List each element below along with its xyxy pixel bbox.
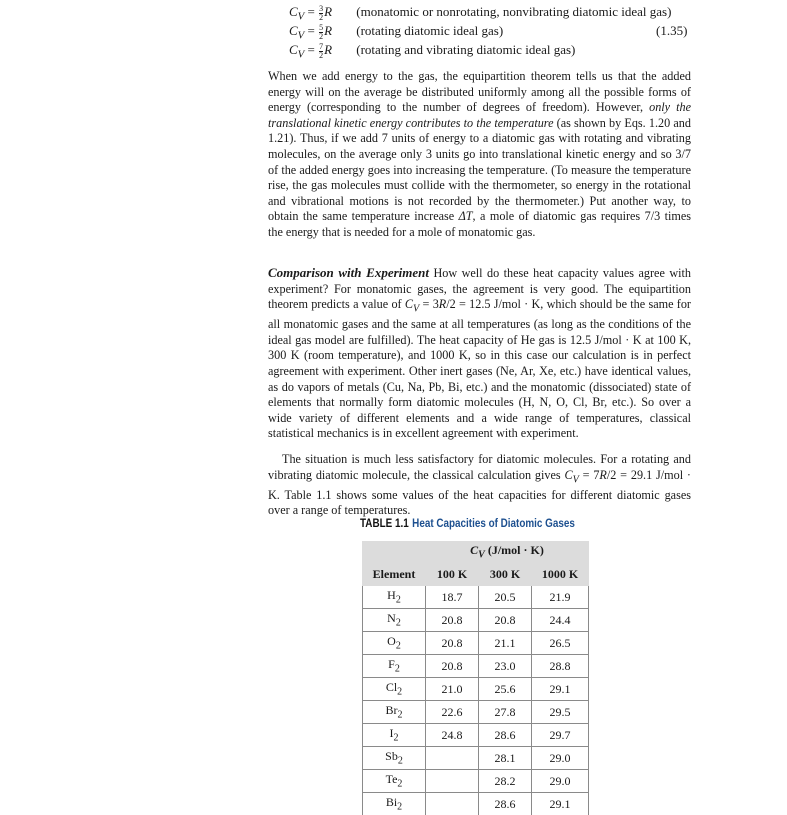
equation-lhs: $C_V$ = $\frac{7}{2}$ R — [289, 42, 353, 63]
equation-monatomic — [289, 4, 671, 25]
section-heading: Comparison with Experiment — [268, 265, 429, 280]
equation-lhs: $C_V$ = $\frac{3}{2}$ R — [289, 4, 353, 25]
value-cell: 22.6 — [426, 701, 479, 724]
table-row — [363, 586, 589, 609]
equation-description: (monatomic or nonrotating, nonvibrating diatomic ideal gas) — [356, 4, 671, 19]
column-header-1000k: 1000 K — [532, 563, 589, 586]
fraction: $\frac{5}{2}$ — [319, 24, 323, 41]
table-row — [363, 724, 589, 747]
value-cell: 29.1 — [532, 678, 589, 701]
element-cell: $Bi_2$ — [363, 793, 426, 815]
value-cell: 25.6 — [479, 678, 532, 701]
equation-vibrating — [289, 42, 575, 63]
value-cell: 23.0 — [479, 655, 532, 678]
value-cell: 29.7 — [532, 724, 589, 747]
header-blank — [363, 542, 426, 563]
element-cell: $O_2$ — [363, 632, 426, 655]
fraction: $\frac{3}{2}$ — [319, 5, 323, 22]
table-number: TABLE 1.1 — [360, 518, 409, 530]
column-header-100k: 100 K — [426, 563, 479, 586]
value-cell: 18.7 — [426, 586, 479, 609]
value-cell: 28.6 — [479, 793, 532, 815]
paragraph-diatomic: The situation is much less satisfactory for diatomic molecules. For a rotating and vibrating diatomic molecule, the classical calculation gives $C_V = 7R/2 = 29.1$ J/mol · K. Table 1.1 shows some values of the heat capacities for different diatomic gases over a range of temperatures. — [268, 452, 691, 519]
element-cell: $Sb_2$ — [363, 747, 426, 770]
value-cell: 26.5 — [532, 632, 589, 655]
table-row — [363, 632, 589, 655]
table-caption — [360, 518, 575, 530]
value-cell: 21.0 — [426, 678, 479, 701]
equation-description: (rotating diatomic ideal gas) — [356, 23, 503, 38]
column-header-element: Element — [363, 563, 426, 586]
value-cell: 20.8 — [426, 632, 479, 655]
value-cell: 29.0 — [532, 747, 589, 770]
table-row — [363, 747, 589, 770]
value-cell: 21.9 — [532, 586, 589, 609]
element-cell: $Br_2$ — [363, 701, 426, 724]
value-cell: 20.8 — [479, 609, 532, 632]
value-cell: 28.8 — [532, 655, 589, 678]
value-cell: 29.0 — [532, 770, 589, 793]
element-cell: $Cl_2$ — [363, 678, 426, 701]
units-header: $C_V$ (J/mol · K) — [426, 542, 589, 563]
value-cell: 24.8 — [426, 724, 479, 747]
table-title: Heat Capacities of Diatomic Gases — [412, 518, 575, 530]
heat-capacity-table — [362, 541, 589, 815]
element-cell: $H_2$ — [363, 586, 426, 609]
table-row — [363, 770, 589, 793]
value-cell: 29.5 — [532, 701, 589, 724]
value-cell: 20.5 — [479, 586, 532, 609]
value-cell — [426, 770, 479, 793]
element-cell: $N_2$ — [363, 609, 426, 632]
table-row — [363, 609, 589, 632]
value-cell: 21.1 — [479, 632, 532, 655]
element-cell: $I_2$ — [363, 724, 426, 747]
paragraph-equipartition: When we add energy to the gas, the equipartition theorem tells us that the added energy will on the average be distributed uniformly among all the possible forms of energy (corresponding to the number of degrees of freedom). However, only the translational kinetic energy contributes to the temperature (as shown by Eqs. 1.20 and 1.21). Thus, if we add 7 units of energy to a diatomic gas with rotating and vibrating molecules, on the average only 3 units go into translational kinetic energy and so 3/7 of the added energy goes into increasing the temperature. (To measure the temperature rise, the gas molecules must collide with the thermometer, so energy in the rotational and vibrational motions is not recorded by the thermometer.) Put another way, to obtain the same temperature increase ΔT, a mole of diatomic gas requires 7/3 times the energy that is needed for a mole of monatomic gas. — [268, 69, 691, 241]
emphasis-text: only the translational kinetic energy contributes to the temperature — [268, 100, 691, 130]
value-cell: 24.4 — [532, 609, 589, 632]
table-row — [363, 678, 589, 701]
value-cell — [426, 793, 479, 815]
equation-rotating — [289, 23, 503, 44]
value-cell: 20.8 — [426, 609, 479, 632]
value-cell: 29.1 — [532, 793, 589, 815]
equation-number: (1.35) — [656, 23, 687, 39]
table-row — [363, 701, 589, 724]
value-cell: 28.1 — [479, 747, 532, 770]
value-cell: 28.6 — [479, 724, 532, 747]
element-cell: $Te_2$ — [363, 770, 426, 793]
value-cell — [426, 747, 479, 770]
value-cell: 28.2 — [479, 770, 532, 793]
equation-description: (rotating and vibrating diatomic ideal gas) — [356, 42, 575, 57]
paragraph-comparison: Comparison with Experiment How well do these heat capacity values agree with experiment? For monatomic gases, the agreement is very good. The equipartition theorem predicts a value of $C_V = 3R/2 = 12.5$ J/mol · K, which should be the same for all monatomic gases and the same at all temperatures (as long as the conditions of the ideal gas model are fulfilled). The heat capacity of He gas is 12.5 J/mol · K at 100 K, 300 K (room temperature), and 1000 K, so in this case our calculation is in perfect agreement with experiment. Other inert gases (Ne, Ar, Xe, etc.) have identical values, as do vapors of metals (Cu, Na, Pb, Bi, etc.) and the monatomic (dissociated) state of elements that normally form diatomic molecules (H, N, O, Cl, Br, etc.). So over a wide variety of different elements and a wide range of temperatures, classical statistical mechanics is in excellent agreement with experiment. — [268, 265, 691, 442]
fraction: $\frac{7}{2}$ — [319, 43, 323, 60]
equation-lhs: $C_V$ = $\frac{5}{2}$ R — [289, 23, 353, 44]
value-cell: 20.8 — [426, 655, 479, 678]
column-header-300k: 300 K — [479, 563, 532, 586]
value-cell: 27.8 — [479, 701, 532, 724]
table-row — [363, 793, 589, 815]
table-row — [363, 655, 589, 678]
element-cell: $F_2$ — [363, 655, 426, 678]
